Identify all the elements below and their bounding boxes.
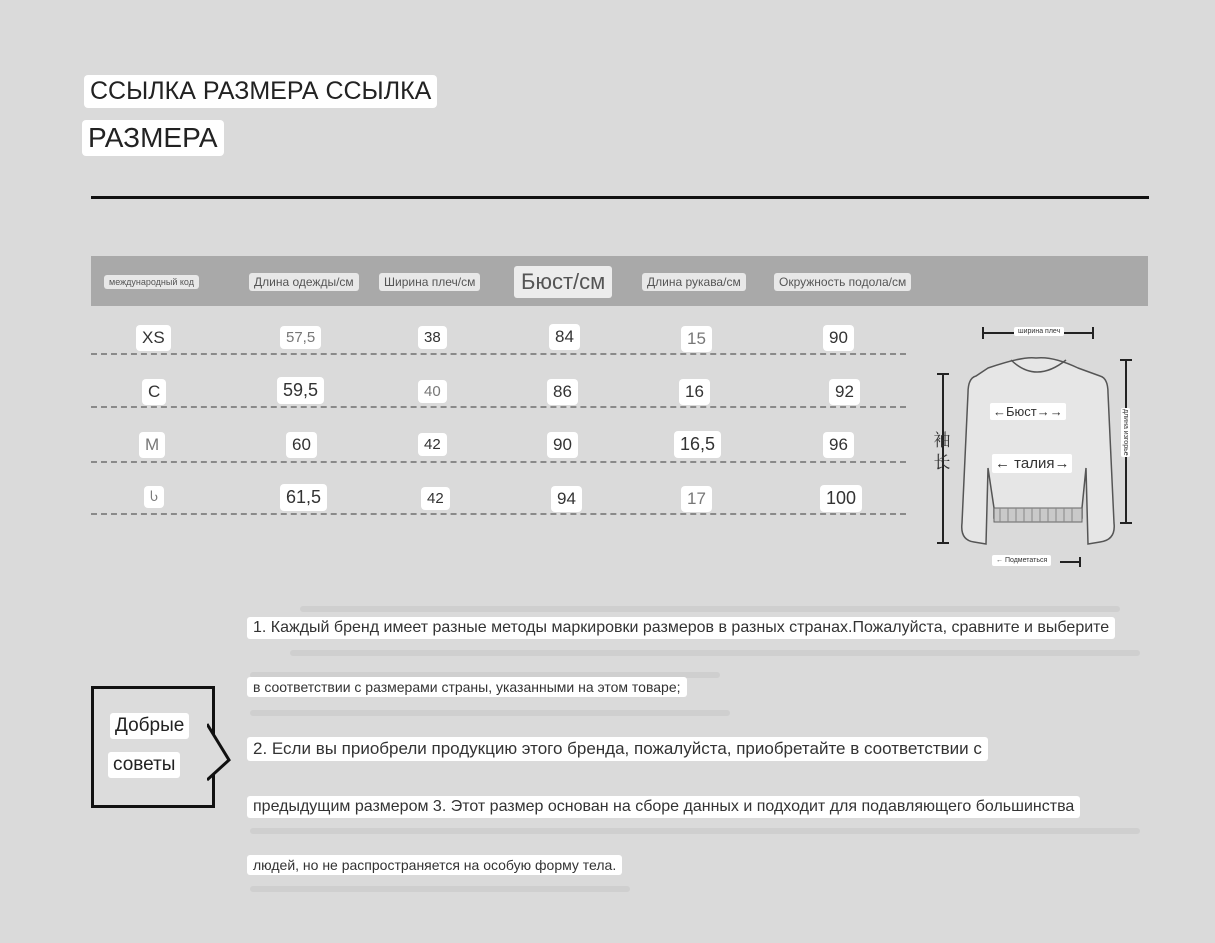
- table-cell: 86: [547, 379, 578, 405]
- row-divider: [91, 513, 906, 515]
- sweater-icon: [928, 318, 1150, 574]
- sleeve-length-label: 袖长: [933, 431, 951, 473]
- table-cell: 16: [679, 379, 710, 405]
- header-sleeve: Длина рукава/см: [642, 273, 746, 291]
- table-cell: 40: [418, 380, 447, 403]
- page-title-line-2: РАЗМЕРА: [82, 120, 224, 156]
- faded-text-line: [300, 606, 1120, 612]
- tips-label-line-2: советы: [108, 752, 180, 778]
- table-cell: 94: [551, 486, 582, 512]
- table-cell: М: [139, 432, 165, 458]
- table-cell: 84: [549, 324, 580, 350]
- row-divider: [91, 461, 906, 463]
- tip-note-5: людей, но не распространяется на особую форму тела.: [247, 855, 622, 875]
- table-cell: 96: [823, 432, 854, 458]
- table-cell: 16,5: [674, 431, 721, 458]
- tip-note-3: 2. Если вы приобрели продукцию этого бренда, пожалуйста, приобретайте в соответствии с: [247, 737, 988, 761]
- table-cell: XS: [136, 325, 171, 351]
- table-cell: 17: [681, 486, 712, 512]
- table-cell: 59,5: [277, 377, 324, 404]
- garment-length-label: длина изгорье: [1122, 409, 1129, 456]
- table-cell: 92: [829, 379, 860, 405]
- tip-note-2: в соответствии с размерами страны, указанными на этом товаре;: [247, 677, 687, 697]
- faded-text-line: [250, 828, 1140, 834]
- faded-text-line: [250, 710, 730, 716]
- title-divider: [91, 196, 1149, 199]
- sweater-diagram: [928, 318, 1150, 574]
- table-cell: 42: [418, 433, 447, 456]
- shoulder-width-label: ширина плеч: [1014, 327, 1064, 336]
- callout-pointer-icon: [207, 722, 233, 782]
- tip-note-4: предыдущим размером 3. Этот размер основан на сборе данных и подходит для подавляющего большинства: [247, 796, 1080, 818]
- table-cell: 38: [418, 326, 447, 349]
- hem-label: ← Подметаться: [992, 555, 1051, 566]
- table-cell: 15: [681, 326, 712, 352]
- waist-label: ← талия→: [992, 454, 1072, 473]
- table-cell: 90: [547, 432, 578, 458]
- row-divider: [91, 406, 906, 408]
- table-cell: 90: [823, 325, 854, 351]
- table-cell: Ⴑ: [144, 486, 164, 508]
- table-cell: 57,5: [280, 326, 321, 349]
- table-cell: С: [142, 379, 166, 405]
- faded-text-line: [290, 650, 1140, 656]
- tips-callout: [91, 686, 215, 808]
- page-title-line-1: ССЫЛКА РАЗМЕРА ССЫЛКА: [84, 75, 437, 108]
- table-cell: 42: [421, 487, 450, 510]
- row-divider: [91, 353, 906, 355]
- tips-label-line-1: Добрые: [110, 713, 189, 739]
- header-bust: Бюст/см: [514, 266, 612, 298]
- header-hem: Окружность подола/см: [774, 273, 911, 291]
- tip-note-1: 1. Каждый бренд имеет разные методы маркировки размеров в разных странах.Пожалуйста, сравните и выберите: [247, 617, 1115, 639]
- table-cell: 61,5: [280, 484, 327, 511]
- header-length: Длина одежды/см: [249, 273, 359, 291]
- header-shoulder: Ширина плеч/см: [379, 273, 480, 291]
- header-intl-code: международный код: [104, 275, 199, 289]
- table-cell: 60: [286, 432, 317, 458]
- faded-text-line: [250, 886, 630, 892]
- bust-label: ←Бюст→→: [990, 403, 1066, 420]
- table-cell: 100: [820, 485, 862, 512]
